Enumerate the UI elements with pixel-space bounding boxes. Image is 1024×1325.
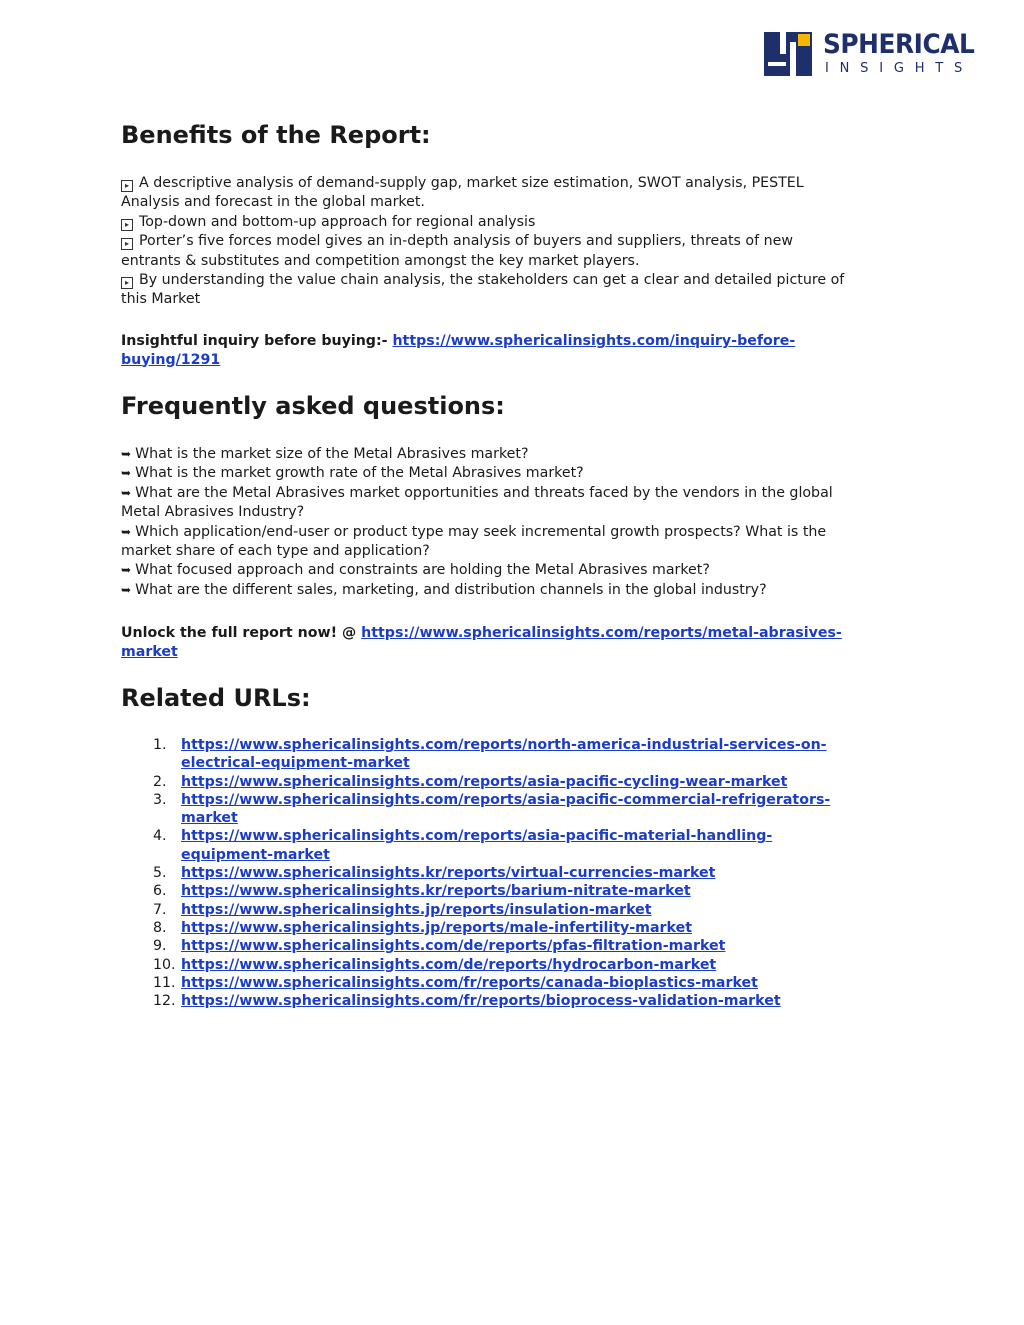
arrow-bullet-icon: ➥ — [121, 466, 132, 481]
faq-heading: Frequently asked questions: — [121, 392, 505, 420]
logo-word-insights: INSIGHTS — [825, 61, 974, 76]
arrow-bullet-icon: ➥ — [121, 563, 132, 578]
logo-word-spherical: SPHERICAL — [823, 29, 975, 60]
related-url-item — [121, 937, 911, 955]
list-number: 10. — [153, 956, 176, 973]
related-url-link[interactable]: https://www.sphericalinsights.com/reports/asia-pacific-material-handling- equipment-market — [181, 828, 773, 863]
benefits-list — [121, 174, 911, 310]
related-url-list — [121, 736, 911, 1010]
related-url-item — [121, 919, 911, 937]
related-url-item — [121, 864, 911, 882]
related-url-link[interactable]: https://www.sphericalinsights.com/fr/reports/canada-bioplastics-market — [181, 974, 758, 991]
faq-item-line: ➥ What is the market size of the Metal Abrasives market? — [121, 445, 911, 464]
boxed-arrow-bullet-icon: ▸ — [121, 180, 133, 192]
list-number: 5. — [153, 865, 167, 882]
boxed-arrow-bullet-icon: ▸ — [121, 277, 133, 289]
benefit-item-line: ▸ Top-down and bottom-up approach for regional analysis — [121, 213, 911, 232]
list-number: 2. — [153, 773, 167, 790]
related-url-item — [121, 956, 911, 974]
related-url-item — [121, 974, 911, 992]
benefits-heading: Benefits of the Report: — [121, 121, 431, 149]
faq-item-line: ➥ Which application/end-user or product type may seek incremental growth prospects? What is the — [121, 523, 911, 542]
related-url-link[interactable]: https://www.sphericalinsights.com/de/reports/pfas-filtration-market — [181, 938, 726, 955]
faq-item-line: ➥ What is the market growth rate of the Metal Abrasives market? — [121, 464, 911, 483]
related-url-link[interactable]: https://www.sphericalinsights.jp/reports/male-infertility-market — [181, 919, 692, 936]
boxed-arrow-bullet-icon: ▸ — [121, 238, 133, 250]
related-url-item — [121, 901, 911, 919]
related-url-item — [121, 882, 911, 900]
faq-item-line: ➥ What are the different sales, marketing, and distribution channels in the global industry? — [121, 581, 911, 600]
related-url-item — [121, 736, 911, 773]
related-url-link[interactable]: https://www.sphericalinsights.com/fr/reports/bioprocess-validation-market — [181, 993, 781, 1010]
faq-list — [121, 445, 911, 600]
unlock-label: Unlock the full report now! @ — [121, 625, 362, 641]
inquiry-line — [121, 332, 911, 369]
related-url-link[interactable]: https://www.sphericalinsights.jp/reports/insulation-market — [181, 901, 652, 918]
related-url-link[interactable]: https://www.sphericalinsights.com/reports/north-america-industrial-services-on- electrical-equipment-market — [181, 737, 827, 772]
related-url-item — [121, 827, 911, 864]
related-url-link[interactable]: https://www.sphericalinsights.com/de/reports/hydrocarbon-market — [181, 956, 717, 973]
arrow-bullet-icon: ➥ — [121, 447, 132, 461]
arrow-bullet-icon: ➥ — [121, 582, 132, 597]
related-url-item — [121, 791, 911, 828]
related-url-link[interactable]: https://www.sphericalinsights.com/reports/asia-pacific-cycling-wear-market — [181, 773, 788, 790]
list-number: 9. — [153, 938, 167, 955]
unlock-line — [121, 624, 911, 661]
related-heading: Related URLs: — [121, 684, 311, 712]
benefit-item-line: ▸ A descriptive analysis of demand-supply gap, market size estimation, SWOT analysis, PESTEL — [121, 174, 911, 193]
list-number: 4. — [153, 828, 167, 845]
related-url-link[interactable]: https://www.sphericalinsights.kr/reports/barium-nitrate-market — [181, 883, 691, 900]
list-number: 11. — [153, 974, 176, 991]
related-url-link[interactable]: https://www.sphericalinsights.kr/reports/virtual-currencies-market — [181, 865, 716, 882]
faq-item-line: Metal Abrasives Industry? — [121, 504, 305, 521]
benefit-item-line: ▸ Porter’s five forces model gives an in-depth analysis of buyers and suppliers, threats of new — [121, 232, 911, 251]
benefit-item-line: this Market — [121, 291, 201, 308]
list-number: 7. — [153, 901, 167, 918]
list-number: 6. — [153, 883, 167, 900]
benefit-item-line: ▸ By understanding the value chain analysis, the stakeholders can get a clear and detailed picture of — [121, 271, 911, 290]
inquiry-link[interactable]: https://www.sphericalinsights.com/inquiry-before- buying/1291 — [121, 333, 796, 368]
faq-item-line: market share of each type and application? — [121, 543, 430, 560]
faq-item-line: ➥ What focused approach and constraints are holding the Metal Abrasives market? — [121, 561, 911, 580]
spherical-insights-logo — [764, 30, 974, 78]
list-number: 8. — [153, 919, 167, 936]
benefit-item-line: entrants & substitutes and competition amongst the key market players. — [121, 252, 640, 269]
inquiry-label: Insightful inquiry before buying:- — [121, 333, 393, 349]
list-number: 1. — [153, 737, 167, 753]
related-url-item — [121, 773, 911, 791]
benefit-item-line: Analysis and forecast in the global market. — [121, 194, 425, 211]
faq-item-line: ➥ What are the Metal Abrasives market opportunities and threats faced by the vendors in the global — [121, 484, 911, 503]
related-url-item — [121, 992, 911, 1010]
boxed-arrow-bullet-icon: ▸ — [121, 219, 133, 231]
logo-mark-icon — [764, 32, 812, 76]
list-number: 3. — [153, 791, 167, 808]
list-number: 12. — [153, 993, 176, 1010]
arrow-bullet-icon: ➥ — [121, 485, 132, 500]
related-url-link[interactable]: https://www.sphericalinsights.com/reports/asia-pacific-commercial-refrigerators- market — [181, 791, 831, 827]
unlock-link[interactable]: https://www.sphericalinsights.com/reports/metal-abrasives- market — [121, 625, 842, 660]
arrow-bullet-icon: ➥ — [121, 524, 132, 539]
